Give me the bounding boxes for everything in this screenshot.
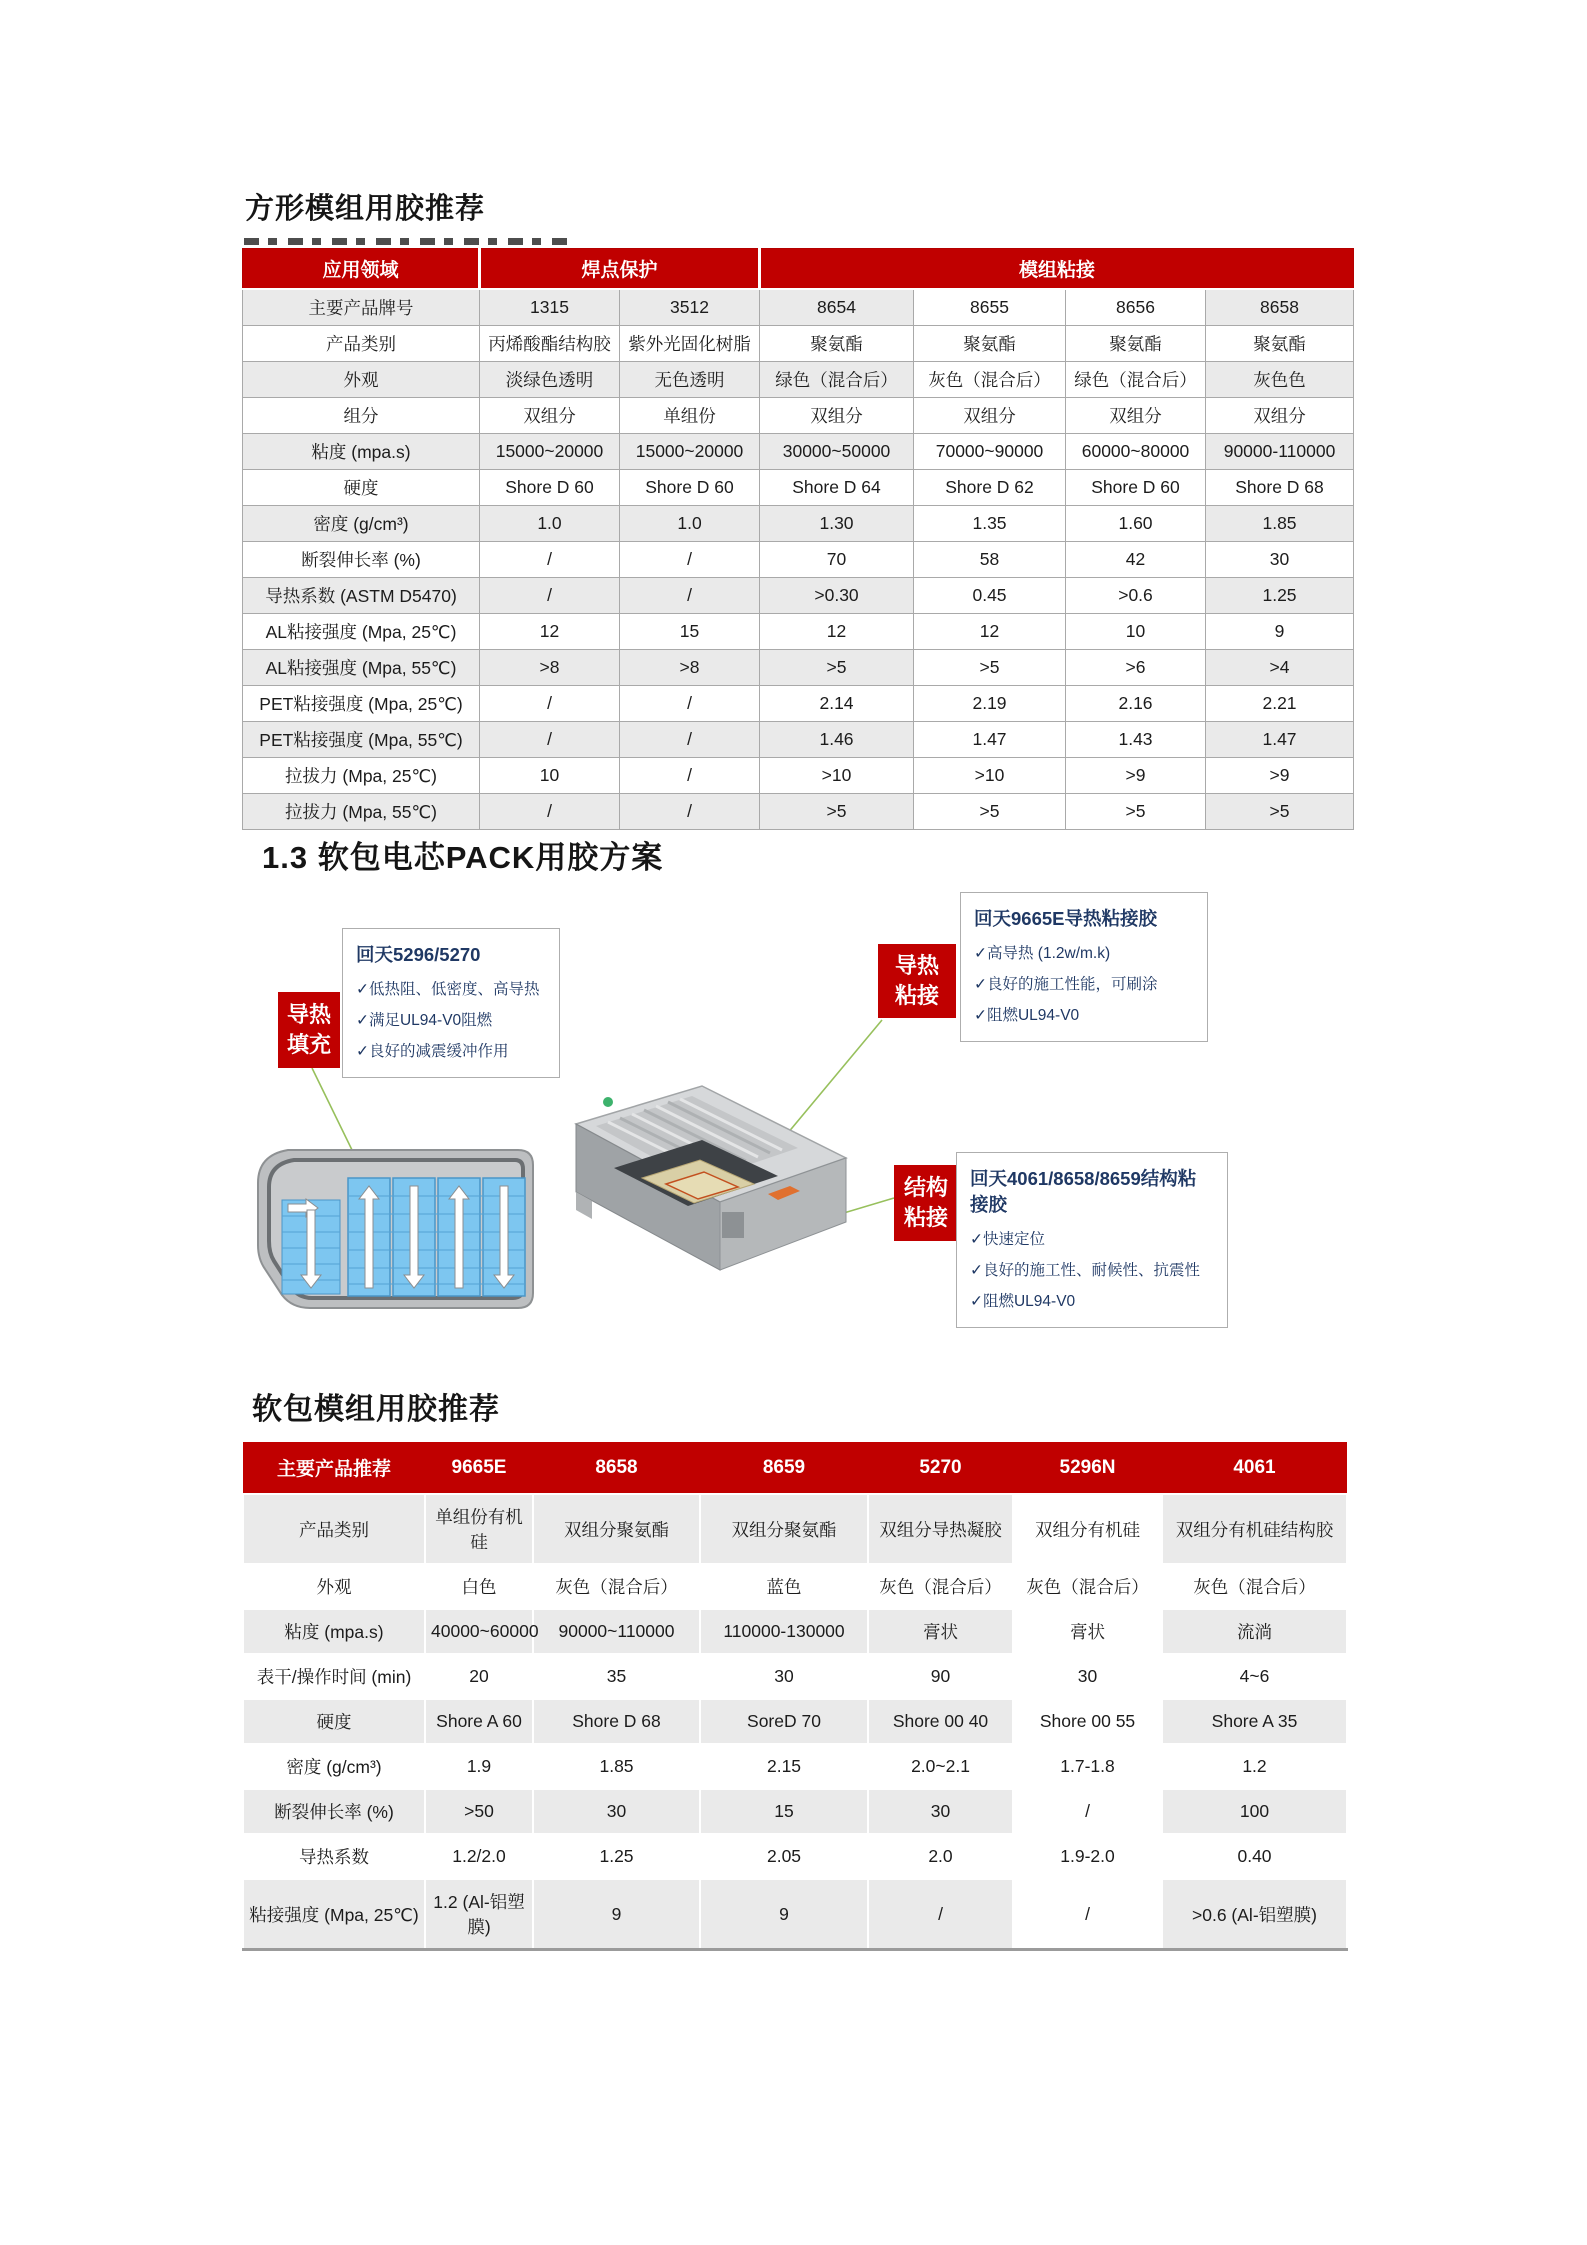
infobox-4061-8658-8659 xyxy=(956,1152,1228,1328)
table-cell: 灰色（混合后） xyxy=(1013,1564,1162,1609)
table-cell: >0.30 xyxy=(760,577,914,613)
infobox-items xyxy=(970,1224,1214,1317)
table-row xyxy=(243,1654,1347,1699)
table-cell: 双组分有机硅 xyxy=(1013,1494,1162,1564)
table-cell: 无色透明 xyxy=(620,361,760,397)
tag-line: 导热 xyxy=(286,1002,331,1028)
table-cell: Shore D 62 xyxy=(914,469,1066,505)
table-cell: >5 xyxy=(914,649,1066,685)
header-cell: 8658 xyxy=(533,1442,700,1494)
table-cell: 30 xyxy=(868,1789,1013,1834)
table-cell: 30 xyxy=(1206,541,1354,577)
row-label: 导热系数 (ASTM D5470) xyxy=(243,577,480,613)
row-label: AL粘接强度 (Mpa, 25℃) xyxy=(243,613,480,649)
table-cell: / xyxy=(480,721,620,757)
table-cell: / xyxy=(868,1879,1013,1950)
table-cell: 双组分有机硅结构胶 xyxy=(1162,1494,1347,1564)
structural-bond-tag xyxy=(894,1165,958,1241)
table-cell: 35 xyxy=(533,1654,700,1699)
table-cell: 1.43 xyxy=(1066,721,1206,757)
table-cell: 双组分 xyxy=(1066,397,1206,433)
table-cell: Shore 00 40 xyxy=(868,1699,1013,1744)
check-item: ✓阻燃UL94-V0 xyxy=(970,1293,1076,1310)
table-cell: 聚氨酯 xyxy=(1206,325,1354,361)
tag-line: 填充 xyxy=(286,1032,331,1057)
table-row xyxy=(243,793,1354,829)
table-cell: 90000-110000 xyxy=(1206,433,1354,469)
table-cell: Shore D 60 xyxy=(1066,469,1206,505)
thermal-fill-tag xyxy=(278,992,340,1068)
row-label: 主要产品牌号 xyxy=(243,289,480,326)
table-cell: 双组分 xyxy=(1206,397,1354,433)
table-cell: 聚氨酯 xyxy=(1066,325,1206,361)
table-cell: 淡绿色透明 xyxy=(480,361,620,397)
thermal-bond-tag xyxy=(878,944,956,1018)
table-cell: 12 xyxy=(760,613,914,649)
table-cell: 流淌 xyxy=(1162,1609,1347,1654)
table-cell: 1.30 xyxy=(760,505,914,541)
table-cell: 灰色（混合后） xyxy=(914,361,1066,397)
row-label: 断裂伸长率 (%) xyxy=(243,1789,425,1834)
table-row xyxy=(243,1564,1347,1609)
table-cell: 聚氨酯 xyxy=(760,325,914,361)
table-cell: 60000~80000 xyxy=(1066,433,1206,469)
table-cell: >5 xyxy=(1206,793,1354,829)
table-cell: 2.19 xyxy=(914,685,1066,721)
table-cell: 双组分 xyxy=(914,397,1066,433)
table-cell: >5 xyxy=(760,793,914,829)
table-cell: >10 xyxy=(914,757,1066,793)
check-item: ✓良好的施工性、耐候性、抗震性 xyxy=(970,1262,1200,1279)
header-cell: 9665E xyxy=(425,1442,533,1494)
table-cell: 膏状 xyxy=(868,1609,1013,1654)
table-cell: 0.40 xyxy=(1162,1834,1347,1879)
header-cell: 5296N xyxy=(1013,1442,1162,1494)
row-label: 硬度 xyxy=(243,1699,425,1744)
table-cell: / xyxy=(620,793,760,829)
table-cell: 双组分 xyxy=(760,397,914,433)
table-cell: 双组分 xyxy=(480,397,620,433)
table-cell: 110000-130000 xyxy=(700,1609,868,1654)
table-row xyxy=(243,541,1354,577)
row-label: 外观 xyxy=(243,1564,425,1609)
table-cell: 2.05 xyxy=(700,1834,868,1879)
table-cell: 20 xyxy=(425,1654,533,1699)
table-cell: 1.85 xyxy=(533,1744,700,1789)
table-cell: / xyxy=(620,577,760,613)
table-cell: 1315 xyxy=(480,289,620,326)
table-cell: 1.2 xyxy=(1162,1744,1347,1789)
table-row xyxy=(243,361,1354,397)
row-label: 拉拔力 (Mpa, 25℃) xyxy=(243,757,480,793)
table-row xyxy=(243,433,1354,469)
table-cell: / xyxy=(480,541,620,577)
table-header-row xyxy=(243,1442,1347,1494)
row-label: 产品类别 xyxy=(243,325,480,361)
table-row xyxy=(243,757,1354,793)
table-header-row xyxy=(243,249,1354,289)
table-row xyxy=(243,397,1354,433)
section-title: 1.3 软包电芯PACK用胶方案 xyxy=(262,840,664,875)
table1-title: 方形模组用胶推荐 xyxy=(245,193,486,225)
table-cell: >0.6 (Al-铝塑膜) xyxy=(1162,1879,1347,1950)
table-cell: / xyxy=(1013,1789,1162,1834)
table-cell: 2.16 xyxy=(1066,685,1206,721)
table-row xyxy=(243,505,1354,541)
table-cell: Shore D 60 xyxy=(480,469,620,505)
header-cell-application: 应用领域 xyxy=(243,249,480,289)
table-cell: Shore D 64 xyxy=(760,469,914,505)
table-cell: 30 xyxy=(700,1654,868,1699)
header-cell: 主要产品推荐 xyxy=(243,1442,425,1494)
table-cell: 单组份 xyxy=(620,397,760,433)
table-cell: / xyxy=(620,685,760,721)
table-cell: 9 xyxy=(1206,613,1354,649)
check-item: ✓阻燃UL94-V0 xyxy=(974,1007,1080,1024)
table-row xyxy=(243,469,1354,505)
table-cell: 2.0 xyxy=(868,1834,1013,1879)
table-cell: 聚氨酯 xyxy=(914,325,1066,361)
header-cell: 4061 xyxy=(1162,1442,1347,1494)
table-cell: 双组分聚氨酯 xyxy=(533,1494,700,1564)
table-cell: Shore D 68 xyxy=(533,1699,700,1744)
table-cell: / xyxy=(480,685,620,721)
header-cell: 5270 xyxy=(868,1442,1013,1494)
row-label: 硬度 xyxy=(243,469,480,505)
table-cell: 2.0~2.1 xyxy=(868,1744,1013,1789)
table-cell: 10 xyxy=(480,757,620,793)
table-row xyxy=(243,1789,1347,1834)
table-row xyxy=(243,685,1354,721)
row-label: 断裂伸长率 (%) xyxy=(243,541,480,577)
header-cell-weld-protection: 焊点保护 xyxy=(480,249,760,289)
table-cell: 8654 xyxy=(760,289,914,326)
table-cell: 蓝色 xyxy=(700,1564,868,1609)
table-cell: >50 xyxy=(425,1789,533,1834)
table-cell: 1.35 xyxy=(914,505,1066,541)
table-cell: / xyxy=(1013,1879,1162,1950)
table-cell: / xyxy=(620,757,760,793)
table-cell: 42 xyxy=(1066,541,1206,577)
table-row xyxy=(243,1879,1347,1950)
table-cell: 8656 xyxy=(1066,289,1206,326)
table2-title: 软包模组用胶推荐 xyxy=(252,1393,500,1426)
table-cell: 15 xyxy=(700,1789,868,1834)
table-cell: 9 xyxy=(533,1879,700,1950)
table-cell: 灰色色 xyxy=(1206,361,1354,397)
table-cell: 30 xyxy=(1013,1654,1162,1699)
table-cell: / xyxy=(620,541,760,577)
table-cell: SoreD 70 xyxy=(700,1699,868,1744)
table-cell: >5 xyxy=(914,793,1066,829)
battery-module-3d xyxy=(562,1072,858,1296)
check-item: ✓满足UL94-V0阻燃 xyxy=(356,1012,493,1029)
table-row xyxy=(243,649,1354,685)
tag-line: 粘接 xyxy=(894,983,939,1008)
table-row xyxy=(243,1834,1347,1879)
table-cell: 4~6 xyxy=(1162,1654,1347,1699)
table-cell: >9 xyxy=(1066,757,1206,793)
table-cell: 30000~50000 xyxy=(760,433,914,469)
table-cell: 1.7-1.8 xyxy=(1013,1744,1162,1789)
pack-solution-diagram xyxy=(230,880,1410,1370)
table-cell: 30 xyxy=(533,1789,700,1834)
battery-pack-image xyxy=(252,1138,546,1328)
table-cell: 3512 xyxy=(620,289,760,326)
tag-line: 结构 xyxy=(903,1175,948,1201)
row-label: PET粘接强度 (Mpa, 25℃) xyxy=(243,685,480,721)
table-cell: 1.60 xyxy=(1066,505,1206,541)
table-cell: >5 xyxy=(1066,793,1206,829)
table-cell: >4 xyxy=(1206,649,1354,685)
table-cell: 灰色（混合后） xyxy=(868,1564,1013,1609)
table-cell: 15 xyxy=(620,613,760,649)
tag-line: 粘接 xyxy=(903,1205,948,1230)
table-cell: / xyxy=(480,793,620,829)
table-cell: 双组分导热凝胶 xyxy=(868,1494,1013,1564)
table-cell: >0.6 xyxy=(1066,577,1206,613)
table-cell: 8655 xyxy=(914,289,1066,326)
table-cell: 紫外光固化树脂 xyxy=(620,325,760,361)
table-cell: 2.15 xyxy=(700,1744,868,1789)
check-item: ✓快速定位 xyxy=(970,1231,1045,1248)
infobox-items xyxy=(974,938,1194,1031)
table-cell: Shore 00 55 xyxy=(1013,1699,1162,1744)
infobox-title: 回天5296/5270 xyxy=(356,944,481,965)
table-cell: Shore A 60 xyxy=(425,1699,533,1744)
table-cell: 70 xyxy=(760,541,914,577)
table-cell: 1.2 (Al-铝塑膜) xyxy=(425,1879,533,1950)
row-label: 外观 xyxy=(243,361,480,397)
table-cell: 12 xyxy=(480,613,620,649)
table-cell: 2.14 xyxy=(760,685,914,721)
table-row xyxy=(243,1609,1347,1654)
square-module-table xyxy=(242,248,1354,830)
table-cell: 70000~90000 xyxy=(914,433,1066,469)
pouch-module-table xyxy=(242,1442,1348,1951)
infobox-title: 回天4061/8658/8659结构粘接胶 xyxy=(970,1168,1197,1215)
table-cell: 单组份有机硅 xyxy=(425,1494,533,1564)
table-cell: 丙烯酸酯结构胶 xyxy=(480,325,620,361)
table-cell: Shore D 68 xyxy=(1206,469,1354,505)
table-cell: 40000~60000 xyxy=(425,1609,533,1654)
table-cell: 2.21 xyxy=(1206,685,1354,721)
table-cell: 绿色（混合后） xyxy=(760,361,914,397)
table-cell: 1.9 xyxy=(425,1744,533,1789)
table-cell: / xyxy=(480,577,620,613)
row-label: 密度 (g/cm³) xyxy=(243,505,480,541)
table-cell: 1.85 xyxy=(1206,505,1354,541)
table-cell: 15000~20000 xyxy=(480,433,620,469)
clipped-text-fragment xyxy=(244,238,574,245)
table-cell: 1.0 xyxy=(620,505,760,541)
table-row xyxy=(243,289,1354,326)
table-cell: 1.47 xyxy=(914,721,1066,757)
row-label: 粘度 (mpa.s) xyxy=(243,433,480,469)
table-cell: 100 xyxy=(1162,1789,1347,1834)
row-label: PET粘接强度 (Mpa, 55℃) xyxy=(243,721,480,757)
table-row xyxy=(243,1699,1347,1744)
row-label: 产品类别 xyxy=(243,1494,425,1564)
row-label: 粘度 (mpa.s) xyxy=(243,1609,425,1654)
table-cell: 双组分聚氨酯 xyxy=(700,1494,868,1564)
table-row xyxy=(243,577,1354,613)
infobox-9665e xyxy=(960,892,1208,1042)
tag-line: 导热 xyxy=(894,953,939,979)
table-cell: >10 xyxy=(760,757,914,793)
table-cell: >8 xyxy=(480,649,620,685)
row-label: 拉拔力 (Mpa, 55℃) xyxy=(243,793,480,829)
battery-module-image xyxy=(562,1072,858,1296)
table-row xyxy=(243,325,1354,361)
table-row xyxy=(243,613,1354,649)
header-cell: 8659 xyxy=(700,1442,868,1494)
table-cell: 15000~20000 xyxy=(620,433,760,469)
table-cell: 90000~110000 xyxy=(533,1609,700,1654)
row-label: 表干/操作时间 (min) xyxy=(243,1654,425,1699)
table-cell: 12 xyxy=(914,613,1066,649)
row-label: AL粘接强度 (Mpa, 55℃) xyxy=(243,649,480,685)
table-cell: 1.46 xyxy=(760,721,914,757)
table-cell: 1.9-2.0 xyxy=(1013,1834,1162,1879)
check-item: ✓低热阻、低密度、高导热 xyxy=(356,981,540,998)
table-row xyxy=(243,1494,1347,1564)
infobox-title: 回天9665E导热粘接胶 xyxy=(974,908,1157,929)
battery-pack-top-view xyxy=(252,1138,546,1328)
table-row xyxy=(243,721,1354,757)
table-row xyxy=(243,1744,1347,1789)
header-cell-module-bonding: 模组粘接 xyxy=(760,249,1354,289)
table-cell: 膏状 xyxy=(1013,1609,1162,1654)
table-cell: 58 xyxy=(914,541,1066,577)
row-label: 粘接强度 (Mpa, 25℃) xyxy=(243,1879,425,1950)
table-cell: Shore A 35 xyxy=(1162,1699,1347,1744)
table-cell: 9 xyxy=(700,1879,868,1950)
table-cell: 灰色（混合后） xyxy=(533,1564,700,1609)
table-cell: / xyxy=(620,721,760,757)
table-cell: 1.25 xyxy=(533,1834,700,1879)
table-cell: 10 xyxy=(1066,613,1206,649)
infobox-5296-5270 xyxy=(342,928,560,1078)
check-item: ✓良好的减震缓冲作用 xyxy=(356,1043,509,1060)
row-label: 导热系数 xyxy=(243,1834,425,1879)
check-item: ✓高导热 (1.2w/m.k) xyxy=(974,945,1111,962)
table-cell: 0.45 xyxy=(914,577,1066,613)
table-cell: >9 xyxy=(1206,757,1354,793)
table-cell: >6 xyxy=(1066,649,1206,685)
row-label: 密度 (g/cm³) xyxy=(243,1744,425,1789)
table-cell: 1.25 xyxy=(1206,577,1354,613)
table-cell: 1.2/2.0 xyxy=(425,1834,533,1879)
table-cell: 绿色（混合后） xyxy=(1066,361,1206,397)
table-cell: Shore D 60 xyxy=(620,469,760,505)
table-cell: >5 xyxy=(760,649,914,685)
row-label: 组分 xyxy=(243,397,480,433)
table-cell: 8658 xyxy=(1206,289,1354,326)
table-cell: 1.0 xyxy=(480,505,620,541)
table-cell: 白色 xyxy=(425,1564,533,1609)
infobox-items xyxy=(356,974,546,1067)
table-cell: >8 xyxy=(620,649,760,685)
table-cell: 1.47 xyxy=(1206,721,1354,757)
check-item: ✓良好的施工性能，可刷涂 xyxy=(974,976,1158,993)
table-cell: 90 xyxy=(868,1654,1013,1699)
table-cell: 灰色（混合后） xyxy=(1162,1564,1347,1609)
